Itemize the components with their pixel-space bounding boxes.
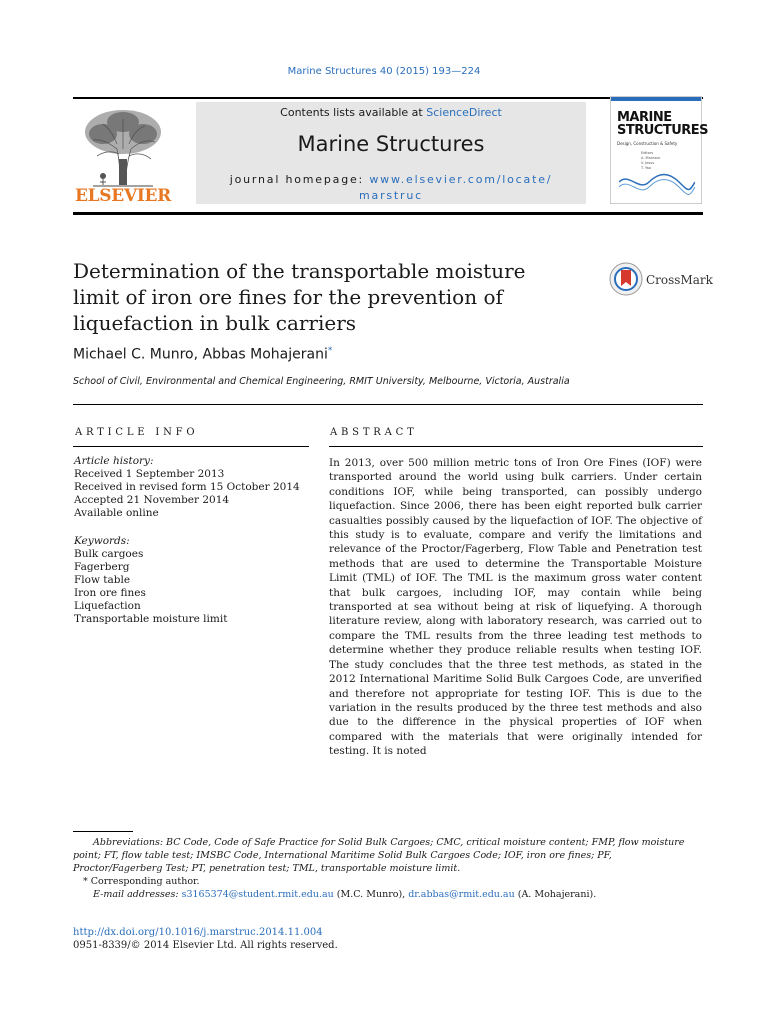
crossmark-badge[interactable] <box>609 262 713 298</box>
journal-reference[interactable]: Marine Structures 40 (2015) 193—224 <box>287 66 481 77</box>
keyword-item: Fagerberg <box>74 561 130 573</box>
authors-text: Michael C. Munro, Abbas Mohajerani <box>73 346 328 363</box>
title-line: liquefaction in bulk carriers <box>73 311 357 335</box>
history-item: Available online <box>74 507 159 519</box>
email-link-munro[interactable]: s3165374@student.rmit.edu.au <box>181 889 334 900</box>
keywords <box>74 535 227 626</box>
keyword-item: Flow table <box>74 574 131 586</box>
contents-line <box>196 106 586 119</box>
corresponding-author-footnote: * Corresponding author. <box>83 876 200 887</box>
article-info-heading: ARTICLE INFO <box>75 427 199 438</box>
email-name-mohajerani: (A. Mohajerani). <box>514 889 597 900</box>
article-info-rule <box>73 446 309 447</box>
title-line: limit of iron ore fines for the prevention of <box>73 285 503 309</box>
affiliation: School of Civil, Environmental and Chemical Engineering, RMIT University, Melbourne, Victoria, Australia <box>73 376 570 387</box>
journal-cover <box>610 96 709 204</box>
cover-editor: A. Mansour <box>641 156 661 160</box>
journal-homepage <box>196 172 586 204</box>
email-label: E-mail addresses: <box>93 889 182 900</box>
keyword-item: Bulk cargoes <box>74 548 144 560</box>
homepage-link-cont[interactable]: marstruc <box>359 189 423 202</box>
article-history <box>74 455 300 520</box>
history-label: Article history: <box>74 455 154 467</box>
sciencedirect-link[interactable]: ScienceDirect <box>426 106 502 119</box>
section-divider <box>73 404 703 405</box>
cover-editor: V. Jesus <box>641 161 655 165</box>
cover-editor: Editors <box>641 151 654 155</box>
journal-header-box <box>196 102 586 204</box>
email-footnote <box>73 888 703 901</box>
abbreviations-footnote: Abbreviations: BC Code, Code of Safe Practice for Solid Bulk Cargoes; CMC, critical moisture content; FMP, flow moisture point; FT, flow table test; IMSBC Code, International Maritime Solid Bulk Cargoes Code; IOF, iron ore fines; PF, Proctor/Fagerberg Test; PT, penetration test; TML, transportable moisture limit. <box>73 837 685 874</box>
header-bottom-rule <box>73 212 703 215</box>
copyright-line: 0951-8339/© 2014 Elsevier Ltd. All rights reserved. <box>73 940 338 951</box>
contents-prefix: Contents lists available at <box>280 106 427 119</box>
history-item: Accepted 21 November 2014 <box>74 494 230 506</box>
crossmark-label: CrossMark <box>646 273 713 287</box>
doi-link[interactable]: http://dx.doi.org/10.1016/j.marstruc.2014.11.004 <box>73 927 323 938</box>
keyword-item: Transportable moisture limit <box>74 613 228 625</box>
abstract-text: In 2013, over 500 million metric tons of Iron Ore Fines (IOF) were transported around the world using bulk carriers. Under certain conditions IOF, while being transported, can possibly undergo liquefaction. Since 2006, there has been eight reported bulk carrier casualties possibly caused by the liquefaction of IOF. The objective of this study is to evaluate, compare and verify the limitations and relevance of the Proctor/Fagerberg, Flow Table and Penetration test methods that are used to determine the Transportable Moisture Limit (TML) of IOF. The TML is the maximum gross water content that bulk cargoes, including IOF, may contain while being transported at sea without being at risk of liquefying. A thorough literature review, along with laboratory research, was carried out to compare the TML results from the three leading test methods to determine whether they produce reliable results when testing IOF. The study concludes that the three test methods, as stated in the 2012 International Maritime Solid Bulk Cargoes Code, are unverified and therefore not appropriate for testing IOF. This is due to the variation in the results produced by the three test methods and also due to the difference in the physical properties of IOF when compared with the materials that were originally intended for testing. It is noted <box>329 457 702 758</box>
cover-subtitle: Design, Construction & Safety <box>617 141 678 146</box>
cover-wave-graphic <box>619 167 695 197</box>
homepage-prefix: journal homepage: <box>229 173 370 186</box>
keywords-label: Keywords: <box>74 535 130 547</box>
keyword-item: Iron ore fines <box>74 587 146 599</box>
cover-title-1: MARINE <box>617 110 672 125</box>
journal-title: Marine Structures <box>297 132 485 156</box>
cover-title-2: STRUCTURES <box>617 123 709 138</box>
title-line: Determination of the transportable moisture <box>73 259 526 283</box>
homepage-link[interactable]: www.elsevier.com/locate/ <box>369 173 553 186</box>
article-title <box>73 258 573 336</box>
cover-editor: T. Yao <box>641 166 651 170</box>
abstract-rule <box>329 446 703 447</box>
history-item: Received in revised form 15 October 2014 <box>74 481 300 493</box>
keyword-item: Liquefaction <box>74 600 141 612</box>
email-name-munro: (M.C. Munro), <box>333 889 409 900</box>
history-item: Received 1 September 2013 <box>74 468 225 480</box>
footnotes <box>73 836 703 901</box>
abstract-heading: ABSTRACT <box>330 427 418 438</box>
footnote-rule <box>73 831 133 832</box>
header-top-rule <box>73 97 703 99</box>
crossmark-icon <box>609 262 643 296</box>
cover-title <box>617 110 709 138</box>
publisher-name: ELSEVIER <box>75 186 171 206</box>
author-list <box>73 346 332 363</box>
email-link-mohajerani[interactable]: dr.abbas@rmit.edu.au <box>408 889 515 900</box>
corresponding-author-mark[interactable]: * <box>327 346 333 356</box>
cover-bar <box>611 97 701 101</box>
